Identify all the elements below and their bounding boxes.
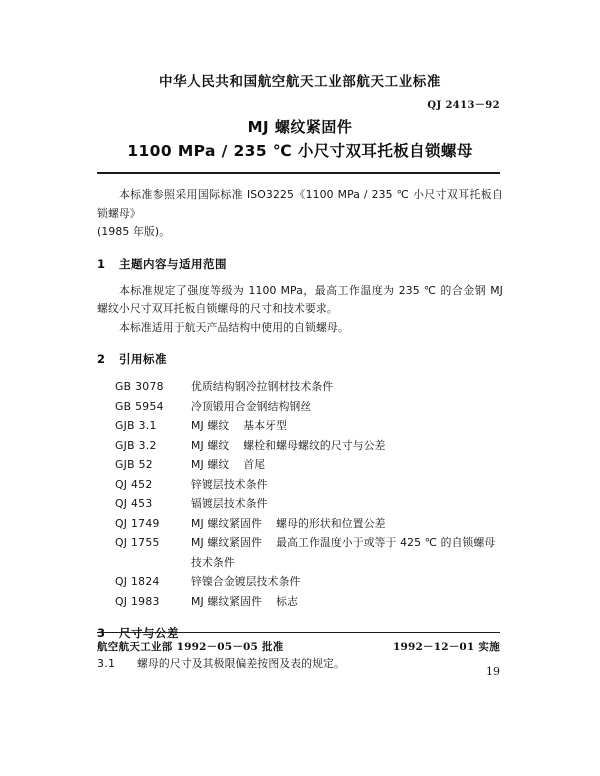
section-1-paragraph-2: 本标准适用于航天产品结构中使用的自锁螺母。 bbox=[119, 320, 349, 334]
reference-code: QJ 1749 bbox=[115, 516, 160, 530]
reference-subtitle: 螺母的形状和位置公差 bbox=[276, 516, 386, 530]
list-item bbox=[97, 514, 503, 534]
header-divider-rule bbox=[97, 172, 500, 174]
document-footer bbox=[97, 639, 500, 654]
footer-divider-rule bbox=[97, 632, 500, 633]
section-heading-2 bbox=[97, 350, 503, 368]
reference-subtitle bbox=[268, 497, 282, 510]
reference-code: GJB 3.2 bbox=[115, 438, 157, 452]
list-item bbox=[97, 397, 503, 417]
reference-title: MJ 螺纹 bbox=[191, 458, 230, 471]
reference-subtitle bbox=[268, 478, 282, 491]
reference-title: 镉镀层技术条件 bbox=[191, 497, 268, 510]
reference-title: MJ 螺纹 bbox=[191, 419, 230, 432]
reference-subtitle: 标志 bbox=[276, 594, 299, 608]
footer-implementation-date: 1992－12－01 bbox=[392, 641, 475, 653]
footer-approval-date: 1992－05－05 bbox=[176, 641, 259, 653]
title-block bbox=[0, 117, 600, 163]
document-body bbox=[97, 186, 503, 674]
list-item bbox=[97, 494, 503, 514]
reference-subtitle bbox=[311, 400, 325, 413]
reference-code: GJB 52 bbox=[115, 458, 153, 471]
page-number: 19 bbox=[486, 665, 500, 678]
document-title-line-2: 1100 MPa / 235 ℃ 小尺寸双耳托板自锁螺母 bbox=[127, 142, 473, 160]
intro-paragraph: 本标准参照采用国际标准 ISO3225《1100 MPa / 235 ℃ 小尺寸双耳托板自锁螺母》 bbox=[97, 188, 503, 220]
reference-code: QJ 452 bbox=[115, 477, 153, 491]
list-item bbox=[97, 533, 503, 572]
list-item bbox=[97, 416, 503, 436]
reference-title: 冷顶锻用合金钢结构钢丝 bbox=[191, 399, 312, 413]
reference-subtitle: 首尾 bbox=[243, 458, 266, 471]
reference-subtitle: 螺栓和螺母螺纹的尺寸与公差 bbox=[243, 438, 386, 452]
list-item bbox=[97, 436, 503, 456]
reference-subtitle: 基本牙型 bbox=[243, 419, 288, 432]
reference-subtitle bbox=[333, 380, 347, 393]
intro-paragraph-continued: (1985 年版)。 bbox=[97, 225, 171, 238]
list-item bbox=[97, 572, 503, 592]
clause-text: 螺母的尺寸及其极限偏差按图及表的规定。 bbox=[137, 657, 345, 670]
reference-title: MJ 螺纹紧固件 bbox=[191, 516, 263, 530]
masthead-title: 中华人民共和国航空航天工业部航天工业标准 bbox=[159, 74, 441, 90]
list-item bbox=[97, 377, 503, 397]
footer-implementation-label: 实施 bbox=[478, 641, 500, 653]
reference-code: GJB 3.1 bbox=[115, 419, 157, 432]
reference-title: MJ 螺纹紧固件 bbox=[191, 594, 263, 608]
footer-approval-label: 批准 bbox=[262, 641, 284, 653]
reference-code: GB 3078 bbox=[115, 380, 164, 393]
reference-title: MJ 螺纹紧固件 bbox=[191, 536, 263, 549]
section-title-2: 引用标准 bbox=[119, 352, 167, 366]
clause-number: 3.1 bbox=[97, 657, 116, 670]
reference-code: QJ 1983 bbox=[115, 594, 160, 608]
reference-subtitle bbox=[300, 575, 314, 588]
footer-issuer: 航空航天工业部 bbox=[97, 641, 173, 653]
document-title-line-1: MJ 螺纹紧固件 bbox=[247, 118, 353, 136]
reference-code: QJ 1824 bbox=[115, 575, 160, 588]
reference-code: QJ 1755 bbox=[115, 536, 160, 549]
footer-implementation bbox=[393, 639, 500, 654]
footer-approval bbox=[97, 639, 284, 654]
reference-title: 锌镍合金镀层技术条件 bbox=[191, 575, 301, 588]
list-item bbox=[97, 592, 503, 612]
section-heading-1 bbox=[97, 255, 503, 273]
section-number-2: 2 bbox=[97, 352, 106, 366]
reference-title: MJ 螺纹 bbox=[191, 438, 230, 452]
reference-code: QJ 453 bbox=[115, 497, 153, 510]
section-1-paragraph-1: 本标准规定了强度等级为 1100 MPa，最高工作温度为 235 ℃ 的合金钢 MJ 螺纹小尺寸双耳托板自锁螺母的尺寸和技术要求。 bbox=[97, 283, 503, 315]
standard-number: QJ 2413－92 bbox=[427, 100, 500, 111]
section-number-1: 1 bbox=[97, 256, 106, 271]
list-item bbox=[97, 455, 503, 475]
referenced-standards-list bbox=[97, 377, 503, 611]
list-item bbox=[97, 475, 503, 495]
reference-title: 锌镀层技术条件 bbox=[191, 477, 268, 491]
reference-title: 优质结构钢冷拉钢材技术条件 bbox=[191, 380, 334, 393]
section-title-1: 主题内容与适用范围 bbox=[119, 256, 227, 271]
reference-subtitle: 最高工作温度小于或等于 425 ℃ 的自锁螺母技术条件 bbox=[191, 536, 496, 569]
reference-code: GB 5954 bbox=[115, 399, 164, 413]
